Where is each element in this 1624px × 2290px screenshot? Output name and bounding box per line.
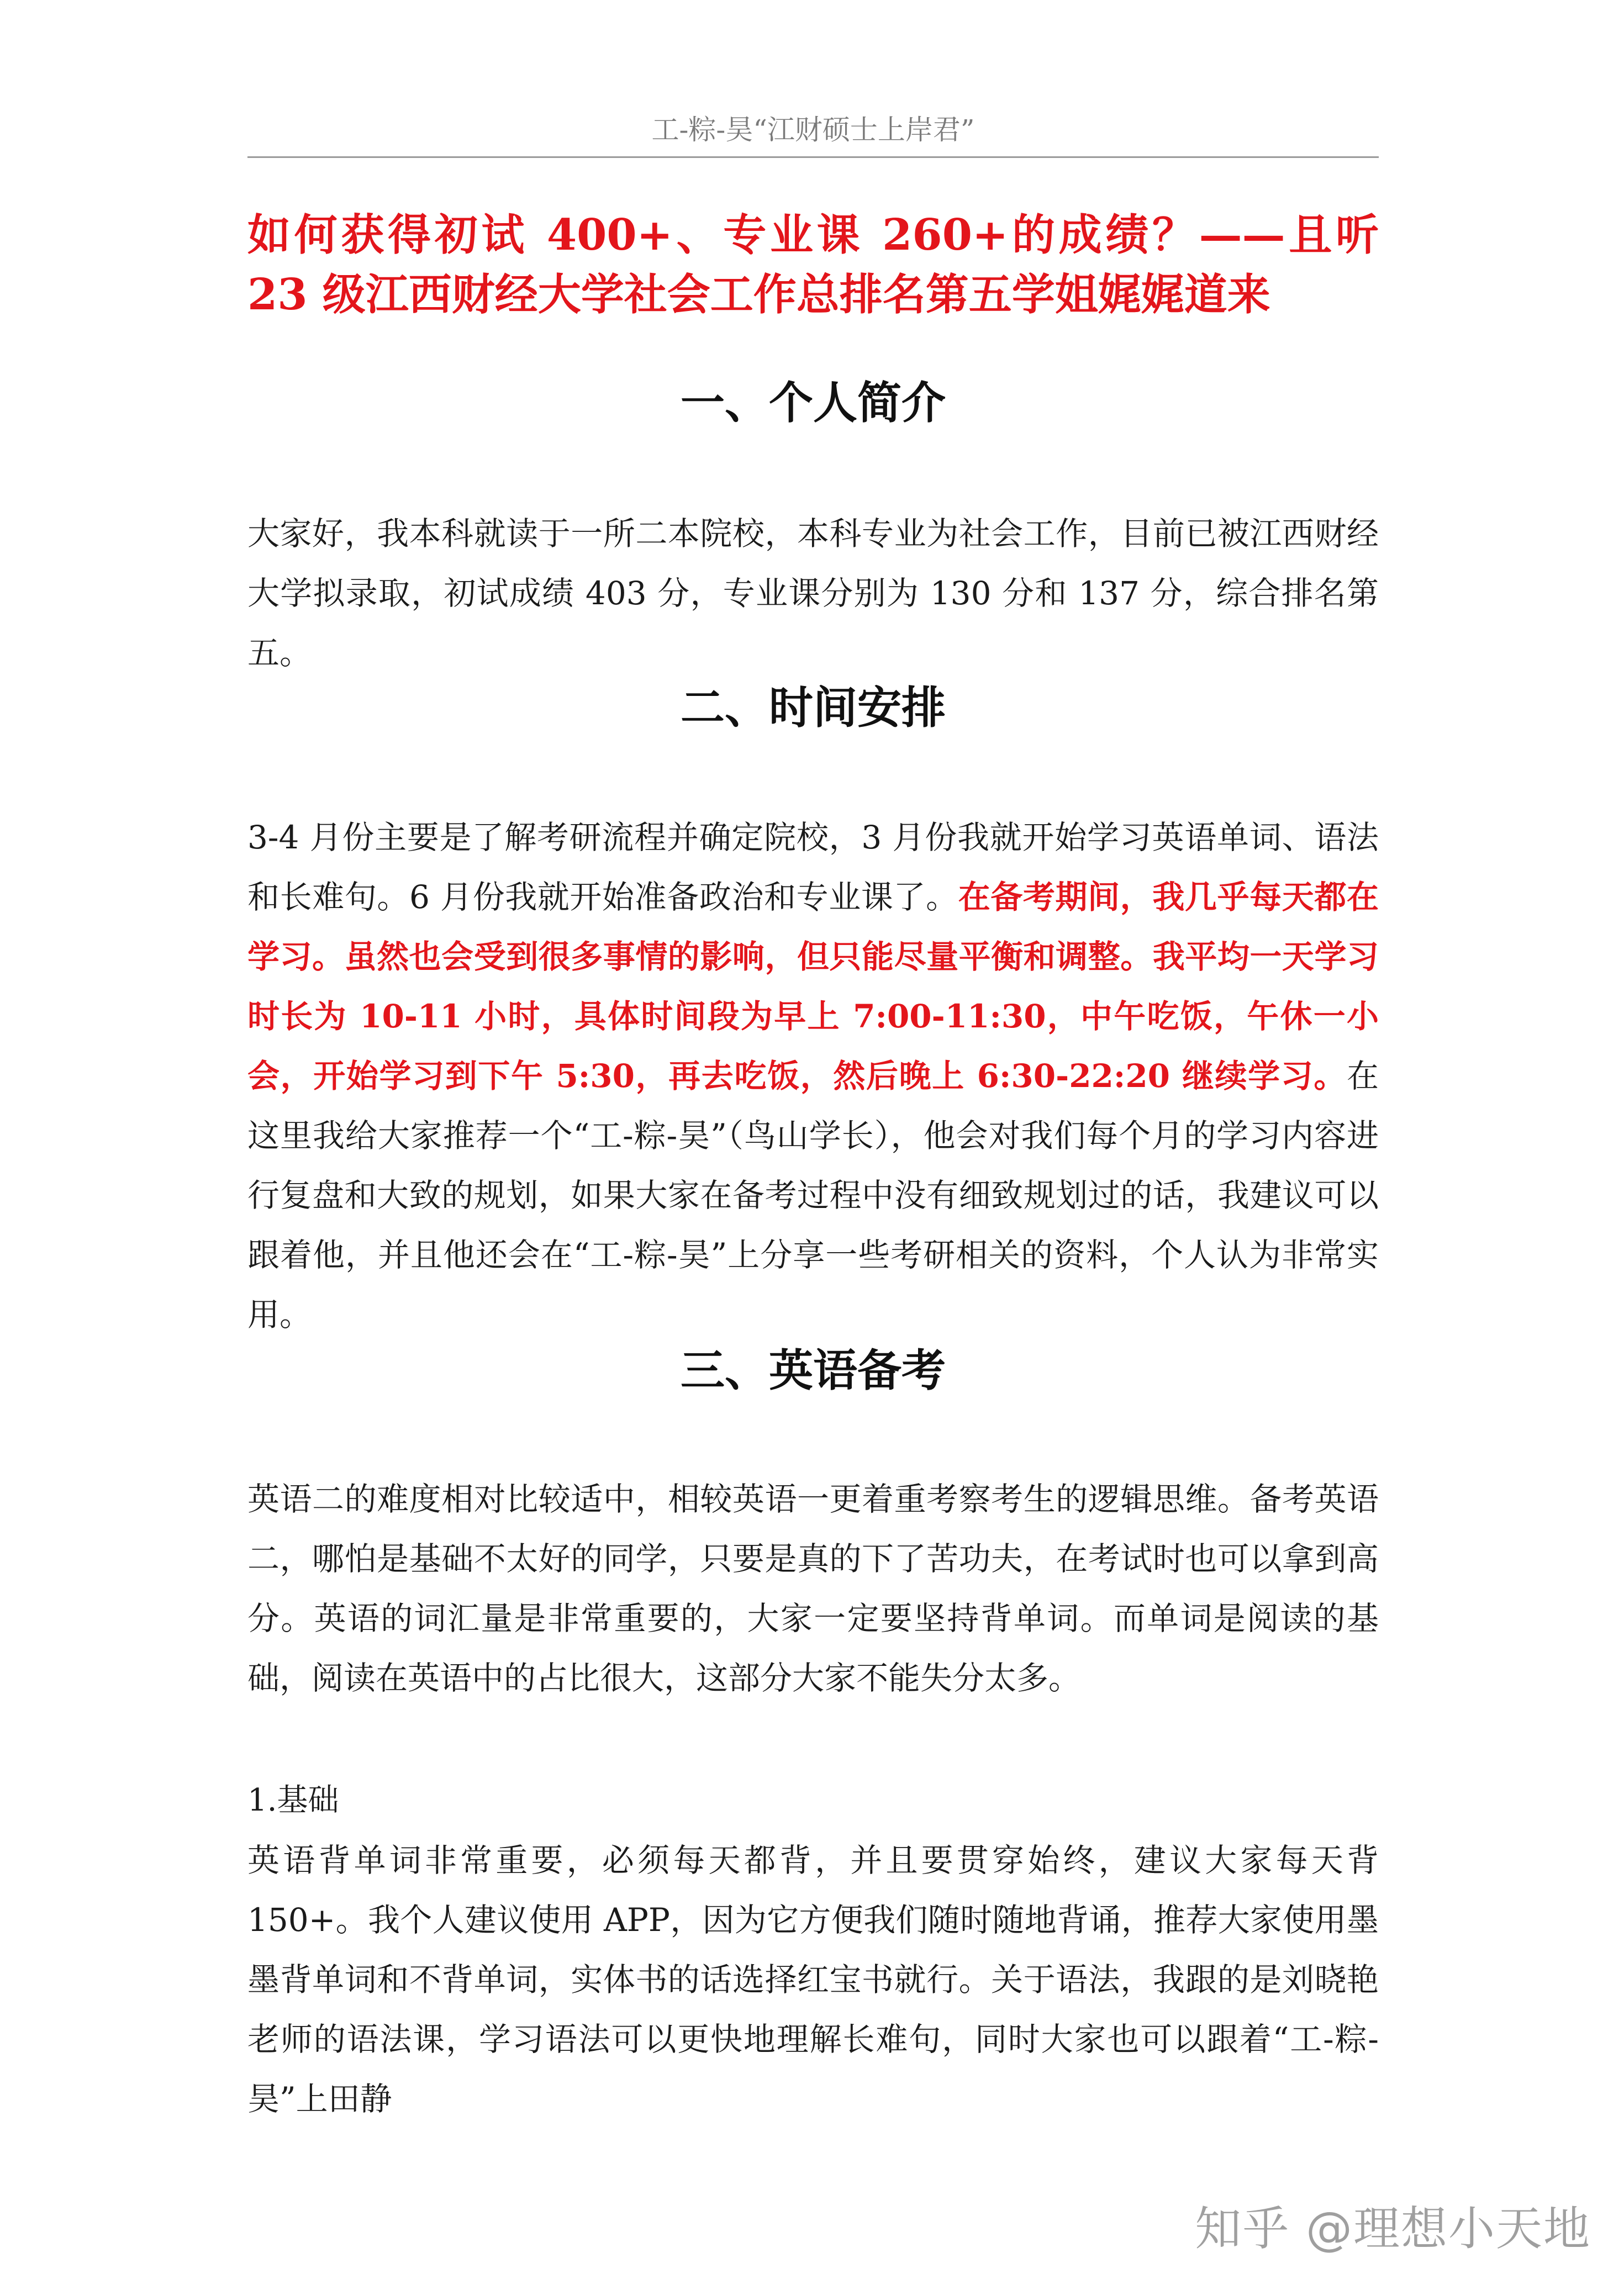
section-body-intro: 大家好，我本科就读于一所二本院校，本科专业为社会工作，目前已被江西财经大学拟录取，初试成绩 403 分，专业课分别为 130 分和 137 分，综合排名第五。	[247, 515, 1379, 672]
document-title: 如何获得初试 400+、专业课 260+的成绩？——且听 23 级江西财经大学社会工作总排名第五学姐娓娓道来	[247, 210, 1379, 320]
sub-heading-basics: 1.基础	[247, 1782, 339, 1818]
page-header: 工-粽-昊“江财硕士上岸君”	[651, 114, 975, 146]
section-heading-intro: 一、个人简介	[681, 377, 946, 429]
header-divider	[247, 156, 1379, 158]
schedule-highlight-text: 在备考期间，我几乎每天都在学习。虽然也会受到很多事情的影响，但只能尽量平衡和调整。我平均一天学习时长为 10-11 小时，具体时间段为早上 7:00-11:30，中午吃饭，午休一小会，开始学习到下午 5:30，再去吃饭，然后晚上 6:30-22:20 继续学习。	[247, 878, 1379, 1095]
zhihu-watermark: 知乎 @理想小天地	[1195, 2202, 1591, 2256]
section-body-english: 英语二的难度相对比较适中，相较英语一更着重考察考生的逻辑思维。备考英语二，哪怕是基础不太好的同学，只要是真的下了苦功夫，在考试时也可以拿到高分。英语的词汇量是非常重要的，大家一定要坚持背单词。而单词是阅读的基础，阅读在英语中的占比很大，这部分大家不能失分太多。	[247, 1480, 1379, 1697]
section-body-schedule	[247, 808, 1379, 1344]
sub-body-basics: 英语背单词非常重要，必须每天都背，并且要贯穿始终，建议大家每天背 150+。我个人建议使用 APP，因为它方便我们随时随地背诵，推荐大家使用墨墨背单词和不背单词，实体书的话选择红宝书就行。关于语法，我跟的是刘晓艳老师的语法课，学习语法可以更快地理解长难句，同时大家也可以跟着“工-粽-昊”上田静	[247, 1842, 1379, 2118]
schedule-text-start: 3-4 月份主要是了解考研流程并确定院校，3 月份我就开始学习英语单词、语法和长难句。6 月份我就开始准备政治和专业课了。	[247, 819, 1379, 916]
section-heading-schedule: 二、时间安排	[681, 682, 946, 734]
schedule-text-end: 在这里我给大家推荐一个“工-粽-昊”（鸟山学长），他会对我们每个月的学习内容进行复盘和大致的规划，如果大家在备考过程中没有细致规划过的话，我建议可以跟着他，并且他还会在“工-粽-昊”上分享一些考研相关的资料，个人认为非常实用。	[247, 1057, 1379, 1333]
section-heading-english: 三、英语备考	[681, 1345, 946, 1396]
